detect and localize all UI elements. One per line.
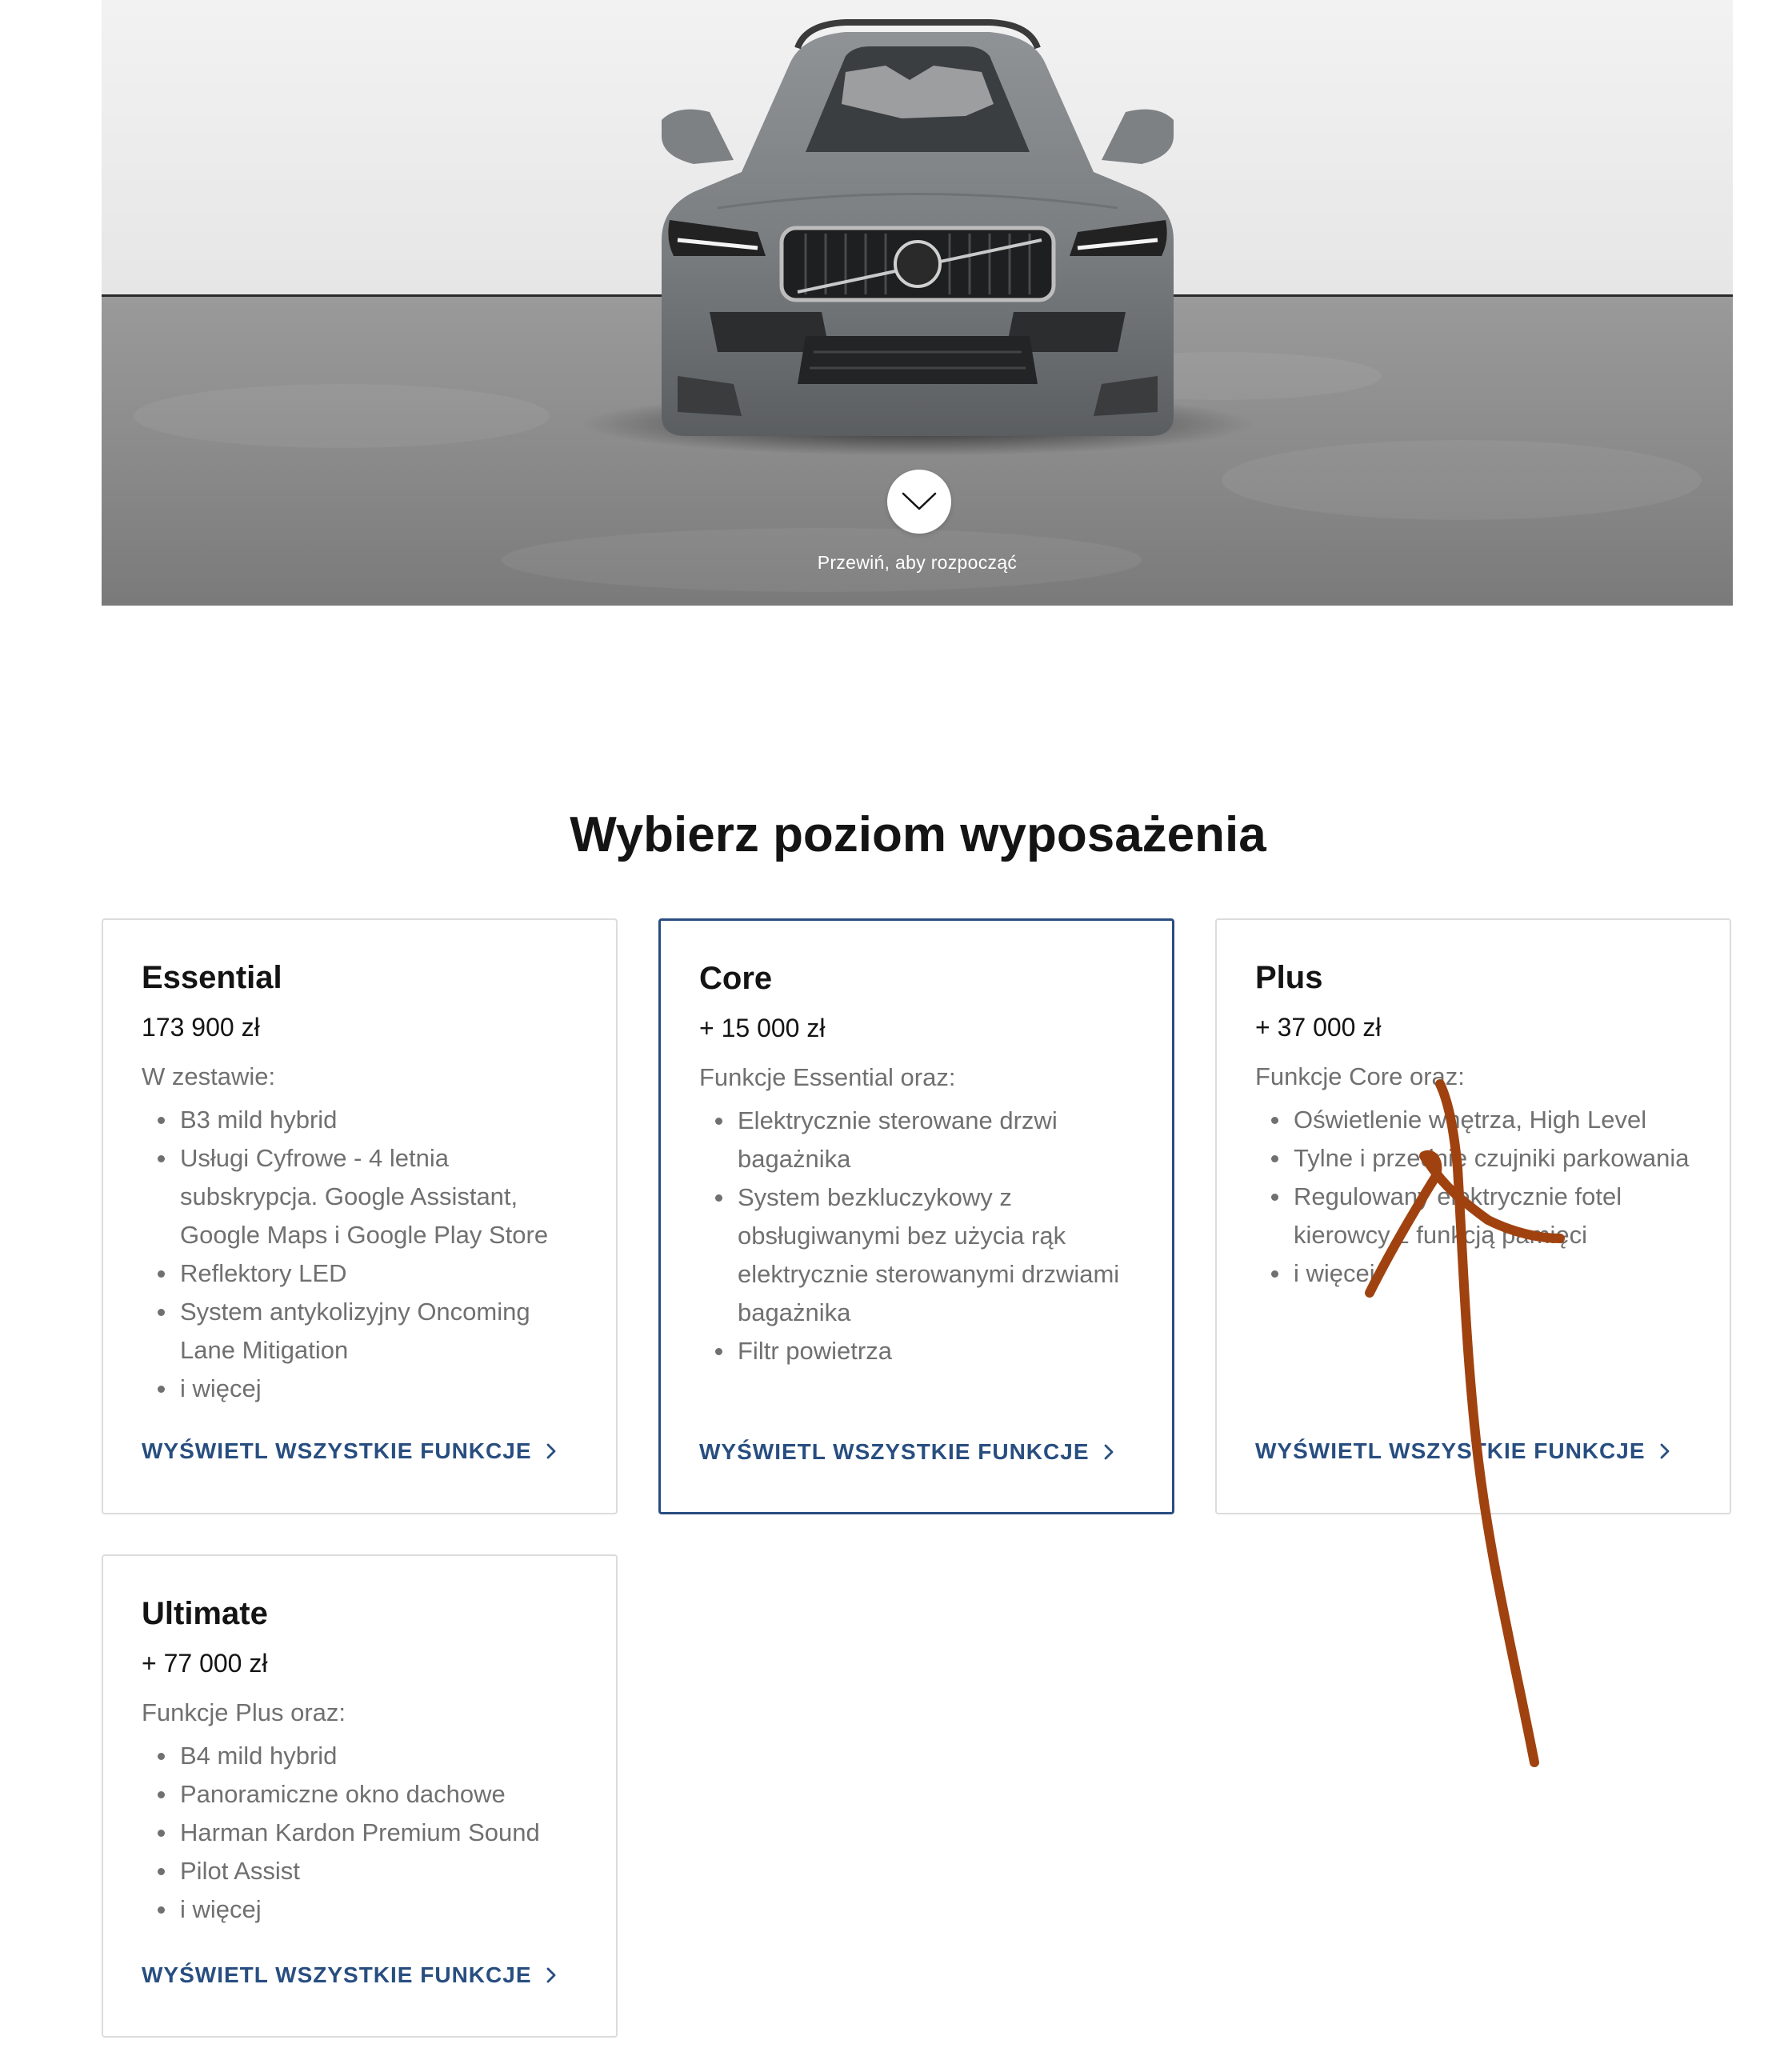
view-all-features-link[interactable] <box>1255 1438 1670 1464</box>
trim-name: Ultimate <box>142 1596 268 1631</box>
feature-item: System bezkluczykowy z obsługiwanymi bez użycia rąk elektrycznie sterowanymi drzwiami bagażnika <box>699 1178 1147 1332</box>
scroll-down-button[interactable] <box>887 470 951 534</box>
trim-intro: Funkcje Core oraz: <box>1255 1062 1465 1090</box>
feature-item: Reflektory LED <box>142 1254 590 1293</box>
chevron-down-icon <box>902 492 937 511</box>
chevron-right-icon <box>1104 1444 1114 1460</box>
view-all-features-link[interactable] <box>142 1962 556 1988</box>
feature-item: Elektrycznie sterowane drzwi bagażnika <box>699 1102 1147 1178</box>
feature-item: Oświetlenie wnętrza, High Level <box>1255 1101 1703 1139</box>
page-title: Wybierz poziom wyposażenia <box>570 807 1266 862</box>
feature-item: i więcej <box>1255 1254 1703 1293</box>
view-all-features-label: WYŚWIETL WSZYSTKIE FUNKCJE <box>142 1438 532 1463</box>
feature-item: i więcej <box>142 1370 590 1408</box>
view-all-features-link[interactable] <box>699 1439 1114 1465</box>
chevron-right-icon <box>546 1443 556 1459</box>
trim-intro: W zestawie: <box>142 1062 276 1090</box>
feature-list <box>699 1102 1147 1370</box>
trim-name: Core <box>699 961 773 996</box>
trim-card-plus[interactable] <box>1215 918 1731 1514</box>
trim-card-ultimate[interactable] <box>102 1554 618 2038</box>
trim-card-core[interactable] <box>658 918 1174 1514</box>
feature-item: B4 mild hybrid <box>142 1737 590 1775</box>
scroll-hint-label: Przewiń, aby rozpocząć <box>817 552 1018 573</box>
hero-banner <box>102 0 1733 606</box>
trim-price: 173 900 zł <box>142 1013 260 1042</box>
trim-intro: Funkcje Plus oraz: <box>142 1698 346 1726</box>
view-all-features-label: WYŚWIETL WSZYSTKIE FUNKCJE <box>699 1439 1090 1464</box>
feature-item: i więcej <box>142 1890 590 1929</box>
feature-list <box>142 1101 590 1408</box>
trim-name: Plus <box>1255 960 1323 995</box>
feature-item: B3 mild hybrid <box>142 1101 590 1139</box>
feature-list <box>1255 1101 1703 1293</box>
chevron-right-icon <box>546 1967 556 1983</box>
feature-item: Harman Kardon Premium Sound <box>142 1814 590 1852</box>
feature-item: Tylne i przednie czujniki parkowania <box>1255 1139 1703 1178</box>
view-all-features-label: WYŚWIETL WSZYSTKIE FUNKCJE <box>1255 1438 1646 1463</box>
feature-item: Panoramiczne okno dachowe <box>142 1775 590 1814</box>
feature-item: Pilot Assist <box>142 1852 590 1890</box>
feature-item: System antykolizyjny Oncoming Lane Mitigation <box>142 1293 590 1370</box>
trim-price: + 77 000 zł <box>142 1649 268 1678</box>
view-all-features-link[interactable] <box>142 1438 556 1464</box>
trim-card-essential[interactable] <box>102 918 618 1514</box>
trim-name: Essential <box>142 960 282 995</box>
feature-item: Regulowany elektrycznie fotel kierowcy z funkcją pamięci <box>1255 1178 1703 1254</box>
chevron-right-icon <box>1660 1443 1670 1459</box>
trim-intro: Funkcje Essential oraz: <box>699 1063 956 1091</box>
feature-list <box>142 1737 590 1929</box>
feature-item: Usługi Cyfrowe - 4 letnia subskrypcja. Google Assistant, Google Maps i Google Play Store <box>142 1139 590 1254</box>
view-all-features-label: WYŚWIETL WSZYSTKIE FUNKCJE <box>142 1962 532 1987</box>
trim-price: + 37 000 zł <box>1255 1013 1382 1042</box>
trim-price: + 15 000 zł <box>699 1014 826 1042</box>
feature-item: Filtr powietrza <box>699 1332 1147 1370</box>
